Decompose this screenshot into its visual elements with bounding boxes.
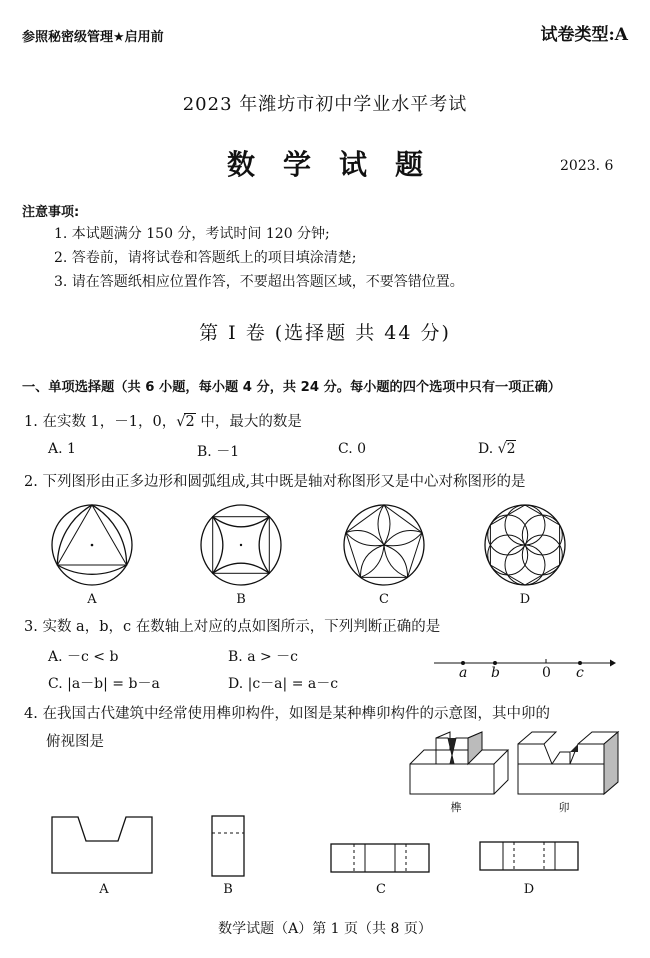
question-3-option-a: A. －c < b	[48, 649, 119, 665]
page-title: 数学试题	[226, 148, 451, 181]
question-1-option-b: B. －1	[197, 444, 240, 460]
question-3-option-d: D. |c－a| = a－c	[228, 676, 339, 692]
mortise-label: 卯	[558, 801, 570, 814]
figure-4a-label: A	[99, 882, 109, 897]
figure-2a-label: A	[87, 592, 97, 607]
figure-2b-label: B	[236, 592, 246, 607]
figure-4a	[50, 815, 154, 875]
notice-heading: 注意事项:	[22, 205, 80, 220]
axis-label-b: b	[491, 665, 500, 681]
question-1-option-c: C. 0	[338, 441, 367, 457]
tenon-figure	[408, 730, 512, 798]
section-heading: 一、单项选择题（共 6 小题，每小题 4 分，共 24 分。每小题的四个选项中只有一项正确）	[22, 380, 561, 395]
axis-label-c: c	[576, 665, 584, 681]
mortise-figure	[516, 730, 626, 798]
figure-2a	[50, 503, 134, 587]
figure-2c	[342, 503, 426, 587]
question-3-stem: 3. 实数 a，b，c 在数轴上对应的点如图所示，下列判断正确的是	[24, 619, 441, 635]
exam-date: 2023. 6	[560, 158, 614, 174]
notice-item-1: 1. 本试题满分 150 分，考试时间 120 分钟;	[54, 226, 330, 242]
notice-item-3: 3. 请在答题纸相应位置作答，不要超出答题区域，不要答错位置。	[54, 274, 464, 290]
question-1-stem-before: 1. 在实数 1，－1，0，	[24, 414, 177, 430]
confidential-label: 参照秘密级管理★启用前	[22, 30, 164, 45]
figure-4c-label: C	[376, 882, 386, 897]
paper-type-label: 试卷类型:A	[540, 25, 628, 45]
question-1-stem-after: 中，最大的数是	[195, 414, 302, 430]
question-3-option-c: C. |a－b| = b－a	[48, 676, 160, 692]
notice-item-2: 2. 答卷前，请将试卷和答题纸上的项目填涂清楚;	[54, 250, 357, 266]
figure-4d-label: D	[523, 882, 535, 897]
number-line	[430, 655, 616, 675]
part-title: 第 I 卷 (选择题 共 44 分)	[199, 322, 451, 344]
question-2-stem: 2. 下列图形由正多边形和圆弧组成,其中既是轴对称图形又是中心对称图形的是	[24, 474, 526, 490]
question-1-stem	[24, 410, 302, 431]
figure-4c	[330, 843, 430, 873]
page-footer: 数学试题（A）第 1 页（共 8 页）	[218, 921, 432, 937]
figure-2b	[199, 503, 283, 587]
figure-2d-label: D	[519, 592, 531, 607]
sqrt-symbol: √2	[497, 441, 516, 457]
figure-4d	[479, 841, 579, 871]
figure-4b	[211, 815, 245, 877]
axis-label-a: a	[459, 665, 468, 681]
figure-2c-label: C	[379, 592, 389, 607]
exam-name: 2023 年潍坊市初中学业水平考试	[182, 94, 468, 115]
sqrt-symbol: √2	[176, 414, 195, 430]
figure-4b-label: B	[223, 882, 233, 897]
question-1-option-a: A. 1	[48, 441, 76, 457]
tenon-label: 榫	[450, 801, 462, 814]
question-3-option-b: B. a > －c	[228, 649, 299, 665]
axis-label-zero: 0	[542, 665, 551, 681]
question-1-option-d: D. √2	[478, 441, 516, 457]
question-4-stem-line-1: 4. 在我国古代建筑中经常使用榫卯构件，如图是某种榫卯构件的示意图，其中卯的	[24, 706, 550, 722]
figure-2d	[483, 503, 567, 587]
question-4-stem-line-2: 俯视图是	[46, 734, 104, 750]
